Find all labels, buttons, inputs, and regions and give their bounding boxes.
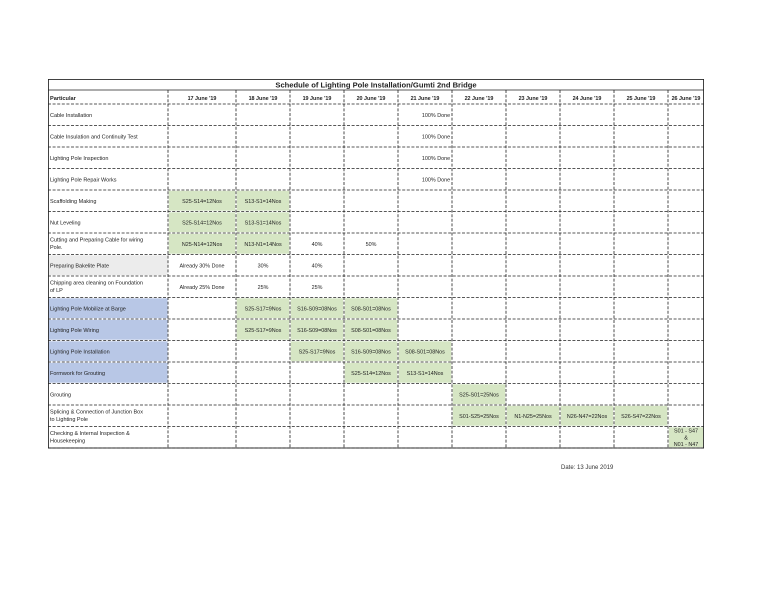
header-date: 26 June '19: [671, 96, 701, 102]
particular-label: Lighting Pole Installation: [50, 349, 110, 356]
schedule-cell-text: 100% Done: [421, 155, 451, 162]
schedule-cell-text: 25%: [257, 284, 269, 291]
particular-label: Lighting Pole Mobilize at Barge: [50, 306, 126, 313]
header-date: 23 June '19: [518, 96, 548, 102]
particular-label: Cable Installation: [50, 112, 93, 119]
schedule-cell-text: 100% Done: [421, 177, 451, 184]
particular-label: Housekeeping: [50, 438, 86, 445]
schedule-cell-text: 100% Done: [421, 112, 451, 119]
schedule-cell-text: &: [684, 435, 688, 442]
schedule-cell-text: S25-S17=9Nos: [298, 349, 336, 356]
particular-label: Chipping area cleaning on Foundation: [50, 280, 143, 287]
particular-label: Checking & Internal Inspection &: [50, 431, 130, 437]
particular-label: Nut Leveling: [50, 220, 81, 227]
particular-label: Cutting and Preparing Cable for wiring: [50, 237, 144, 244]
schedule-cell-text: S01 - S47: [674, 428, 698, 435]
schedule-cell-text: S26-S47=22Nos: [621, 413, 661, 420]
particular-label: Lighting Pole Inspection: [50, 155, 109, 162]
particular-label: Formwork for Grouting: [50, 370, 106, 377]
schedule-cell-text: N13-N1=14Nos: [244, 241, 282, 248]
particular-label: Preparing Bakelite Plate: [50, 263, 110, 270]
particular-label: to Lighting Pole: [50, 417, 88, 423]
table-title: Schedule of Lighting Pole Installation/Gumti 2nd Bridge: [275, 80, 477, 90]
schedule-sheet: [48, 79, 704, 459]
particular-label: Cable Insulation and Continuity Test: [50, 134, 138, 141]
schedule-cell-text: S16-S09=08Nos: [297, 306, 337, 313]
header-date: 19 June '19: [302, 96, 332, 102]
particular-label: Lighting Pole Repair Works: [50, 177, 117, 184]
schedule-cell-text: S08-S01=08Nos: [351, 306, 391, 313]
header-date: 24 June '19: [572, 96, 602, 102]
schedule-cell-text: 50%: [365, 241, 377, 248]
schedule-cell-text: S13-S1=14Nos: [244, 198, 282, 205]
schedule-cell-text: Already 25% Done: [179, 284, 225, 291]
particular-label: Scaffolding Making: [50, 198, 97, 205]
schedule-cell-text: S25-S17=9Nos: [244, 306, 282, 313]
header-date: 18 June '19: [248, 96, 278, 102]
header-date: 22 June '19: [464, 96, 494, 102]
schedule-cell-text: 25%: [311, 284, 323, 291]
date-label: Date: 13 June 2019: [561, 465, 614, 471]
schedule-cell-text: N25-N14=12Nos: [181, 241, 223, 248]
particular-label: of LP: [50, 288, 63, 294]
schedule-cell-text: 40%: [311, 263, 323, 270]
schedule-cell-text: 100% Done: [421, 134, 451, 141]
schedule-cell-text: S08-S01=08Nos: [351, 327, 391, 334]
schedule-cell-text: S25-S01=25Nos: [459, 392, 499, 399]
schedule-cell-text: S08-S01=08Nos: [405, 349, 445, 356]
header-date: 25 June '19: [626, 96, 656, 102]
header-date: 20 June '19: [356, 96, 386, 102]
particular-label: Pole.: [50, 245, 63, 251]
schedule-cell-text: S25-S17=9Nos: [244, 327, 282, 334]
particular-label: Splicing & Connection of Junction Box: [50, 409, 143, 416]
schedule-cell-text: S25-S14=12Nos: [351, 370, 391, 377]
schedule-cell-text: S25-S14=12Nos: [182, 198, 222, 205]
schedule-cell-text: 30%: [257, 263, 269, 270]
header-date: 21 June '19: [410, 96, 440, 102]
schedule-cell-text: N01 - N47: [673, 442, 699, 449]
schedule-cell-text: S13-S1=14Nos: [406, 370, 444, 377]
schedule-table: [48, 79, 704, 459]
schedule-cell-text: 40%: [311, 241, 323, 248]
schedule-cell-text: Already 30% Done: [179, 263, 225, 270]
schedule-cell-text: S25-S14=12Nos: [182, 220, 222, 227]
header-particular: Particular: [50, 96, 76, 102]
particular-label: Lighting Pole Wiring: [50, 327, 99, 334]
particular-label: Grouting: [50, 392, 72, 399]
schedule-cell-text: N1-N25=25Nos: [514, 413, 552, 420]
header-date: 17 June '19: [187, 96, 217, 102]
schedule-cell-text: N26-N47=22Nos: [566, 413, 608, 420]
schedule-cell-text: S16-S09=08Nos: [351, 349, 391, 356]
schedule-cell-text: S01-S25=25Nos: [459, 413, 499, 420]
schedule-cell-text: S16-S09=08Nos: [297, 327, 337, 334]
schedule-cell-text: S13-S1=14Nos: [244, 220, 282, 227]
